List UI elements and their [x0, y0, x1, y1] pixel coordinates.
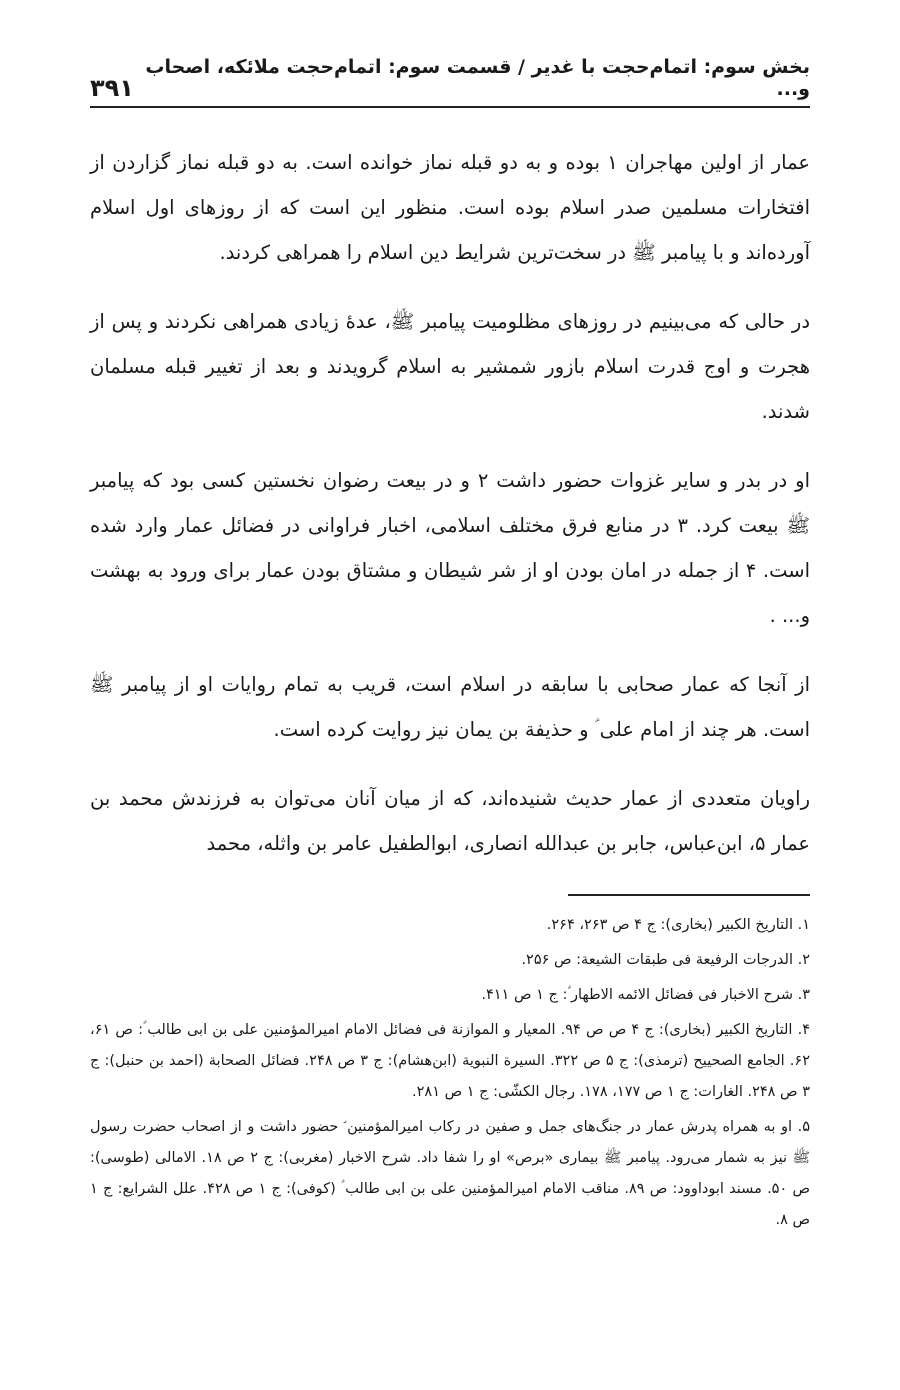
footnote: ۱. التاریخ الکبیر (بخاری): ج ۴ ص ۲۶۳، ۲۶۴. [546, 917, 810, 933]
footnote-divider [568, 894, 810, 896]
footnotes [90, 910, 810, 1240]
running-header-title: بخش سوم: اتمام‌حجت با غدیر / قسمت سوم: اتمام‌حجت ملائکه، اصحاب و... [145, 56, 810, 100]
footnote: ۲. الدرجات الرفیعة فی طبقات الشیعة: ص ۲۵۶. [521, 952, 810, 968]
paragraph: عمار از اولین مهاجران ۱ بوده و به دو قبله نماز خوانده است. به دو قبله نماز گزاردن از افتخارات مسلمین صدر اسلام بوده است. منظور این است که از روزهای اول اسلام آورده‌اند و با پیامبر ﷺ در سخت‌ترین شرایط دین اسلام را همراهی کردند. [90, 151, 811, 264]
running-header [90, 56, 810, 108]
paragraph: از آنجا که عمار صحابی با سابقه در اسلام است، قریب به تمام روایات او از پیامبر ﷺ است. هر چند از امام علی ؑ و حذیفة بن یمان نیز روایت کرده است. [90, 673, 810, 741]
footnote: ۴. التاریخ الکبیر (بخاری): ج ۴ ص ص ۹۴. المعیار و الموازنة فی فضائل الامام امیرالمؤمنین علی بن ابی طالب ؑ: ص ۶۱، ۶۲. الجامع الصحییح (ترمذی): ج ۵ ص ۳۲۲. السیرة النبویة (ابن‌هشام): ج ۳ ص ۲۴۸. فضائل الصحابة (احمد بن حنبل): ج ۳ ص ۲۴۸. الغارات: ج ۱ ص ۱۷۷، ۱۷۸. رجال الکشّی: ج ۱ ص ۲۸۱. [90, 1022, 810, 1100]
footnote: ۳. شرح الاخبار فی فضائل الائمه الاطهار ؑ: ج ۱ ص ۴۱۱. [481, 987, 810, 1003]
page-number: ۳۹۱ [90, 74, 134, 102]
paragraph: او در بدر و سایر غزوات حضور داشت ۲ و در بیعت رضوان نخستین کسی بود که پیامبر ﷺ بیعت کرد. ۳ در منابع فرق مختلف اسلامی، اخبار فراوانی در فضائل عمار وارد شده است. ۴ از جمله در امان بودن او از شر شیطان و مشتاق بودن عمار برای ورود به بهشت و... . [90, 469, 810, 627]
paragraph: در حالی که می‌بینیم در روزهای مظلومیت پیامبر ﷺ، عدهٔ زیادی همراهی نکردند و پس از هجرت و اوج قدرت اسلام بازور شمشیر به اسلام گرویدند و بعد از تغییر قبله مسلمان شدند. [90, 310, 810, 423]
footnote: ۵. او به همراه پدرش عمار در جنگ‌های جمل و صفین در رکاب امیرالمؤمنین ؑ حضور داشت و از اصحاب حضرت رسول ﷺ نیز به شمار می‌رود. پیامبر ﷺ بیماری «برص» او را شفا داد. شرح الاخبار (مغربی): ج ۲ ص ۱۸. الامالی (طوسی): ص ۵۰. مسند ابوداوود: ص ۸۹. مناقب الامام امیرالمؤمنین علی بن ابی طالب ؑ (کوفی): ج ۱ ص ۴۲۸. علل الشرایع: ج ۱ ص ۸. [90, 1119, 811, 1228]
main-text [90, 140, 810, 890]
paragraph: راویان متعددی از عمار حدیث شنیده‌اند، که از میان آنان می‌توان به فرزندش محمد بن عمار ۵، ابن‌عباس، جابر بن عبدالله انصاری، ابوالطفیل عامر بن واثله، محمد [90, 787, 810, 855]
